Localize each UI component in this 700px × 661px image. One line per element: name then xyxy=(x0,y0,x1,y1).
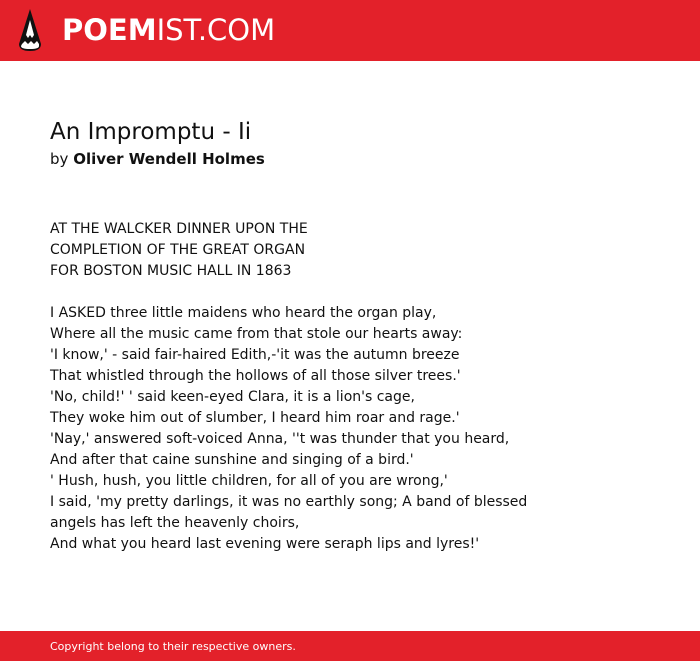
copyright-text: Copyright belong to their respective owners. xyxy=(50,640,296,653)
site-header xyxy=(0,0,700,61)
poem-heading-line: AT THE WALCKER DINNER UPON THE xyxy=(50,221,308,237)
poem-line: angels has left the heavenly choirs, xyxy=(50,515,300,531)
site-logo[interactable] xyxy=(62,12,275,48)
poem-line: They woke him out of slumber, I heard him roar and rage.' xyxy=(50,410,460,426)
poem-line: That whistled through the hollows of all those silver trees.' xyxy=(50,368,461,384)
poem-heading-line: COMPLETION OF THE GREAT ORGAN xyxy=(50,242,306,258)
stanza-break xyxy=(50,282,650,303)
poem-heading-line: FOR BOSTON MUSIC HALL IN 1863 xyxy=(50,263,292,279)
poem-title: An Impromptu - Ii xyxy=(50,119,252,145)
poem-line: ' Hush, hush, you little children, for all of you are wrong,' xyxy=(50,473,448,489)
pencil-tip-icon[interactable] xyxy=(17,8,43,52)
poem-line: 'I know,' - said fair-haired Edith,-'it was the autumn breeze xyxy=(50,347,460,363)
poem-line: And after that caine sunshine and singing of a bird.' xyxy=(50,452,414,468)
logo-text-light: IST.COM xyxy=(156,13,276,47)
poem-line: I said, 'my pretty darlings, it was no earthly song; A band of blessed xyxy=(50,494,528,510)
poem-line: 'No, child!' ' said keen-eyed Clara, it is a lion's cage, xyxy=(50,389,415,405)
poem-line: I ASKED three little maidens who heard the organ play, xyxy=(50,305,437,321)
by-label: by xyxy=(50,150,69,168)
poem-line: 'Nay,' answered soft-voiced Anna, ''t was thunder that you heard, xyxy=(50,431,510,447)
site-footer xyxy=(0,631,700,661)
poem-line: Where all the music came from that stole our hearts away: xyxy=(50,326,463,342)
logo-text-bold: POEM xyxy=(62,13,157,47)
poem-line: And what you heard last evening were seraph lips and lyres!' xyxy=(50,536,480,552)
author-name: Oliver Wendell Holmes xyxy=(73,150,265,168)
byline xyxy=(50,148,265,170)
poem-body xyxy=(50,219,650,555)
